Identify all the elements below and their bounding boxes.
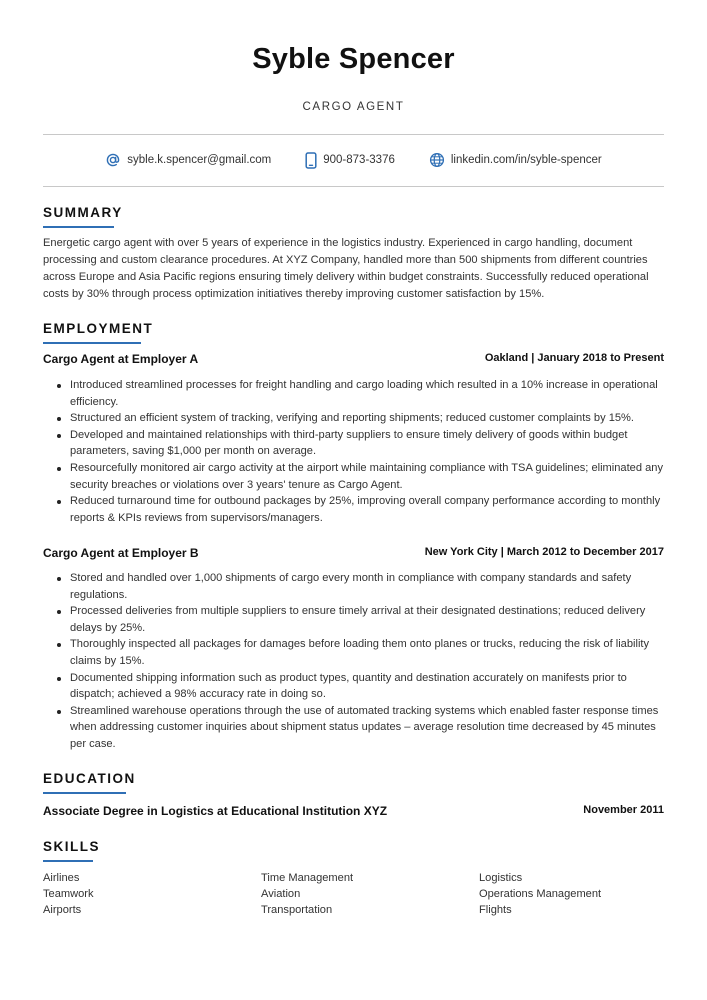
job-bullet: Reduced turnaround time for outbound packages by 25%, improving overall company performance according to monthly reports & KPIs reviews from supervisors/managers.	[43, 493, 664, 526]
skill-item: Airports	[43, 904, 82, 917]
skills-heading-underline	[43, 860, 93, 862]
skill-item: Time Management	[261, 872, 354, 884]
job-location-dates: Oakland | January 2018 to Present	[484, 352, 664, 364]
linkedin-text: linkedin.com/in/syble-spencer	[450, 154, 602, 166]
job-bullet: Resourcefully monitored air cargo activity at the airport while maintaining compliance with TSA guidelines; eliminated any security breaches or violations over 3 years' tenure as Cargo Agent.	[43, 460, 664, 493]
skills-heading: SKILLS	[43, 839, 101, 854]
header-divider-top	[43, 134, 664, 135]
contact-linkedin[interactable]	[429, 152, 602, 168]
header-divider-bottom	[43, 186, 664, 187]
degree-title: Associate Degree in Logistics at Educational Institution XYZ	[43, 804, 388, 818]
globe-icon	[429, 152, 445, 168]
skill-item: Airlines	[43, 872, 80, 884]
skill-item: Operations Management	[479, 888, 602, 901]
candidate-name: Syble Spencer	[252, 43, 455, 75]
job-bullet: Stored and handled over 1,000 shipments of cargo every month in compliance with company standards and safety regulations.	[43, 570, 664, 603]
phone-icon	[305, 152, 317, 169]
skill-item: Transportation	[261, 904, 333, 917]
job-bullet: Structured an efficient system of tracking, verifying and reporting shipments; reduced customer complaints by 15%.	[43, 410, 664, 427]
job-bullet: Introduced streamlined processes for freight handling and cargo loading which resulted in a 10% increase in operational efficiency.	[43, 377, 664, 410]
job-bullet-list	[43, 377, 664, 526]
candidate-title: CARGO AGENT	[302, 101, 405, 113]
skill-item: Logistics	[479, 872, 523, 884]
job-bullet-list	[43, 570, 664, 753]
skill-item: Teamwork	[43, 888, 94, 901]
job-bullet: Thoroughly inspected all packages for damages before loading them onto planes or trucks, reducing the risk of liability claims by 15%.	[43, 636, 664, 669]
employment-heading: EMPLOYMENT	[43, 321, 154, 336]
job-title: Cargo Agent at Employer B	[43, 546, 199, 560]
phone-text: 900-873-3376	[323, 154, 395, 166]
skill-item: Flights	[479, 904, 512, 917]
job-bullet: Documented shipping information such as product types, quantity and destination accurately on manifests prior to dispatch; achieved a 98% accuracy rate in doing so.	[43, 670, 664, 703]
job-bullet: Developed and maintained relationships with third-party suppliers to ensure timely delivery of goods within budget parameters, saving $1,000 per month on average.	[43, 427, 664, 460]
education-heading-underline	[43, 792, 126, 794]
job-title: Cargo Agent at Employer A	[43, 352, 199, 366]
summary-heading-underline	[43, 226, 114, 228]
email-text: syble.k.spencer@gmail.com	[127, 154, 272, 166]
job-bullet: Streamlined warehouse operations through the use of automated tracking systems which enabled faster response times when addressing customer inquiries about shipment status updates – average resolution time decreased by 45 minutes per case.	[43, 703, 664, 753]
job-bullet: Processed deliveries from multiple suppliers to ensure timely arrival at their designated destinations; reduced delivery delays by 25%.	[43, 603, 664, 636]
contact-phone[interactable]	[305, 152, 395, 169]
degree-date: November 2011	[583, 804, 664, 816]
summary-text: Energetic cargo agent with over 5 years of experience in the logistics industry. Experienced in cargo handling, document processing and custom clearance procedures. At XYZ Company, handled more than 500 shipments from different countries across Europe and Asia Pacific regions ensuring timely delivery within budget constraints. Successfully reduced operational costs by 30% through process optimization initiatives thereby improving customer satisfaction by 15%.	[43, 237, 649, 300]
at-icon	[105, 152, 121, 168]
contact-bar	[43, 150, 664, 170]
education-heading: EDUCATION	[43, 771, 136, 786]
summary-heading: SUMMARY	[43, 205, 123, 220]
employment-heading-underline	[43, 342, 141, 344]
skill-item: Aviation	[261, 888, 301, 901]
contact-email[interactable]	[105, 152, 271, 168]
job-location-dates: New York City | March 2012 to December 2017	[424, 546, 664, 558]
skills-grid	[43, 870, 664, 919]
